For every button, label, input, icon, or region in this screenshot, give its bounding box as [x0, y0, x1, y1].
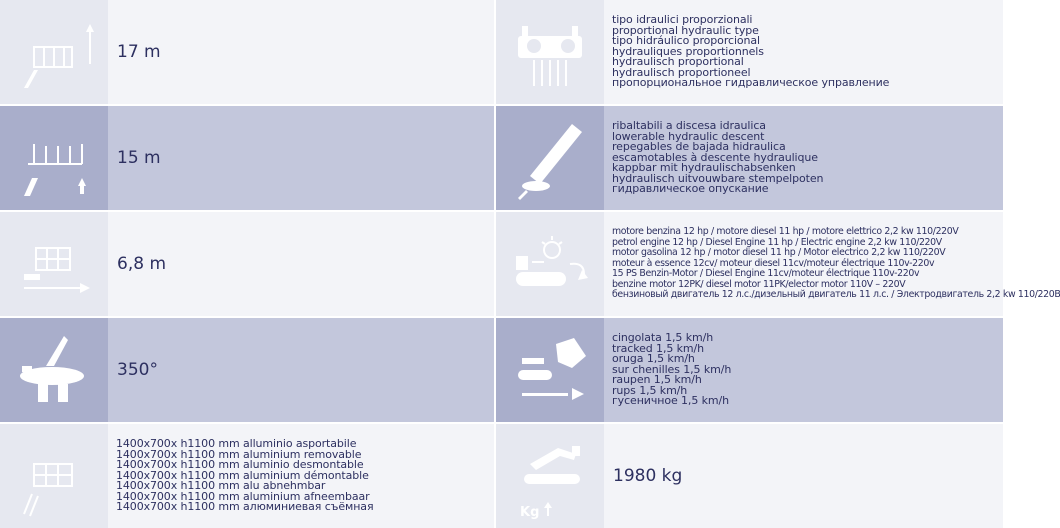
spec-description [108, 424, 496, 528]
spec-line: hydraulisch uitvouwbare stempelpoten [612, 171, 824, 185]
spec-line: hydraulisch proportional [612, 55, 744, 69]
extending-platform-icon [0, 0, 108, 104]
spec-description [604, 212, 1060, 316]
hydraulic-levers-icon [496, 0, 604, 104]
spec-line: tracked 1,5 km/h [612, 341, 705, 355]
spec-row-5 [0, 424, 1003, 528]
spec-line: гусеничное 1,5 km/h [612, 394, 729, 408]
platform-height-icon [0, 106, 108, 210]
weight-icon-label: Kg [520, 505, 540, 520]
spec-line: benzine motor 12PK/ diesel motor 11PK/elector motor 110V – 220V [612, 278, 906, 290]
spec-line: raupen 1,5 km/h [612, 373, 702, 387]
spec-value: 1980 kg [604, 424, 1003, 528]
spec-line: 15 PS Benzin-Motor / Diesel Engine 11cv/moteur électrique 110v-220v [612, 268, 920, 280]
spec-line: cingolata 1,5 km/h [612, 330, 714, 344]
spec-line: бензиновый двигатель 12 л.с./дизельный двигатель 11 л.с. / Электродвигатель 2,2 kw 110/220В [612, 289, 1060, 301]
spec-description [604, 106, 1003, 210]
spec-line: repegables de bajada hidraulica [612, 140, 786, 154]
spec-line: rups 1,5 km/h [612, 383, 688, 397]
spec-row-3 [0, 212, 1060, 316]
spec-line: 1400x700x h1100 mm alu abnehmbar [116, 479, 326, 493]
spec-line: 1400x700x h1100 mm alluminio asportabile [116, 436, 357, 450]
spec-description [604, 0, 1003, 104]
spec-row-4 [0, 318, 1003, 422]
outrigger-leg-icon [496, 106, 604, 210]
spec-line: moteur à essence 12cv/ moteur diesel 11cv/moteur électrique 110v-220v [612, 257, 935, 269]
spec-line: 1400x700x h1100 mm алюминиевая съёмная [116, 500, 374, 514]
spec-line: motore benzina 12 hp / motore diesel 11 hp / motore elettrico 2,2 kw 110/220V [612, 225, 959, 237]
spec-line: 1400x700x h1100 mm aluminium removable [116, 447, 362, 461]
spec-line: tipo idraulici proporzionali [612, 12, 753, 26]
spec-line: пропорциональное гидравлическое управление [612, 76, 890, 90]
spec-line: 1400x700x h1100 mm aluminium démontable [116, 468, 369, 482]
spec-line: hydrauliques proportionnels [612, 44, 764, 58]
spec-line: sur chenilles 1,5 km/h [612, 362, 732, 376]
spec-line: kappbar mit hydraulischabsenken [612, 161, 796, 175]
spec-line: tipo hidráulico proporcional [612, 34, 760, 48]
spec-row-1 [0, 0, 1003, 104]
spec-line: motor gasolina 12 hp / motor diesel 11 hp / Motor electrico 2,2 kw 110/220V [612, 247, 946, 259]
spec-line: petrol engine 12 hp / Diesel Engine 11 hp / Electric engine 2,2 kw 110/220V [612, 236, 942, 248]
spec-line: 1400x700x h1100 mm aluminium afneembaar [116, 489, 370, 503]
spec-value: 6,8 m [108, 212, 496, 316]
spec-line: escamotables à descente hydraulique [612, 150, 818, 164]
spec-value: 15 m [108, 106, 496, 210]
spec-line: гидравлическое опускание [612, 182, 769, 196]
platform-outreach-icon [0, 212, 108, 316]
tracked-drive-icon [496, 318, 604, 422]
spec-line: ribaltabili a discesa idraulica [612, 118, 766, 132]
basket-icon [0, 424, 108, 528]
spec-value: 350° [108, 318, 496, 422]
spec-line: oruga 1,5 km/h [612, 352, 695, 366]
spec-row-2 [0, 106, 1003, 210]
engine-icon [496, 212, 604, 316]
spec-line: hydraulisch proportioneel [612, 65, 751, 79]
spec-line: proportional hydraulic type [612, 23, 759, 37]
spec-line: lowerable hydraulic descent [612, 129, 765, 143]
spec-line: 1400x700x h1100 mm aluminio desmontable [116, 458, 364, 472]
rotation-icon [0, 318, 108, 422]
spec-value: 17 m [108, 0, 496, 104]
weight-icon [496, 424, 604, 528]
spec-description [604, 318, 1003, 422]
